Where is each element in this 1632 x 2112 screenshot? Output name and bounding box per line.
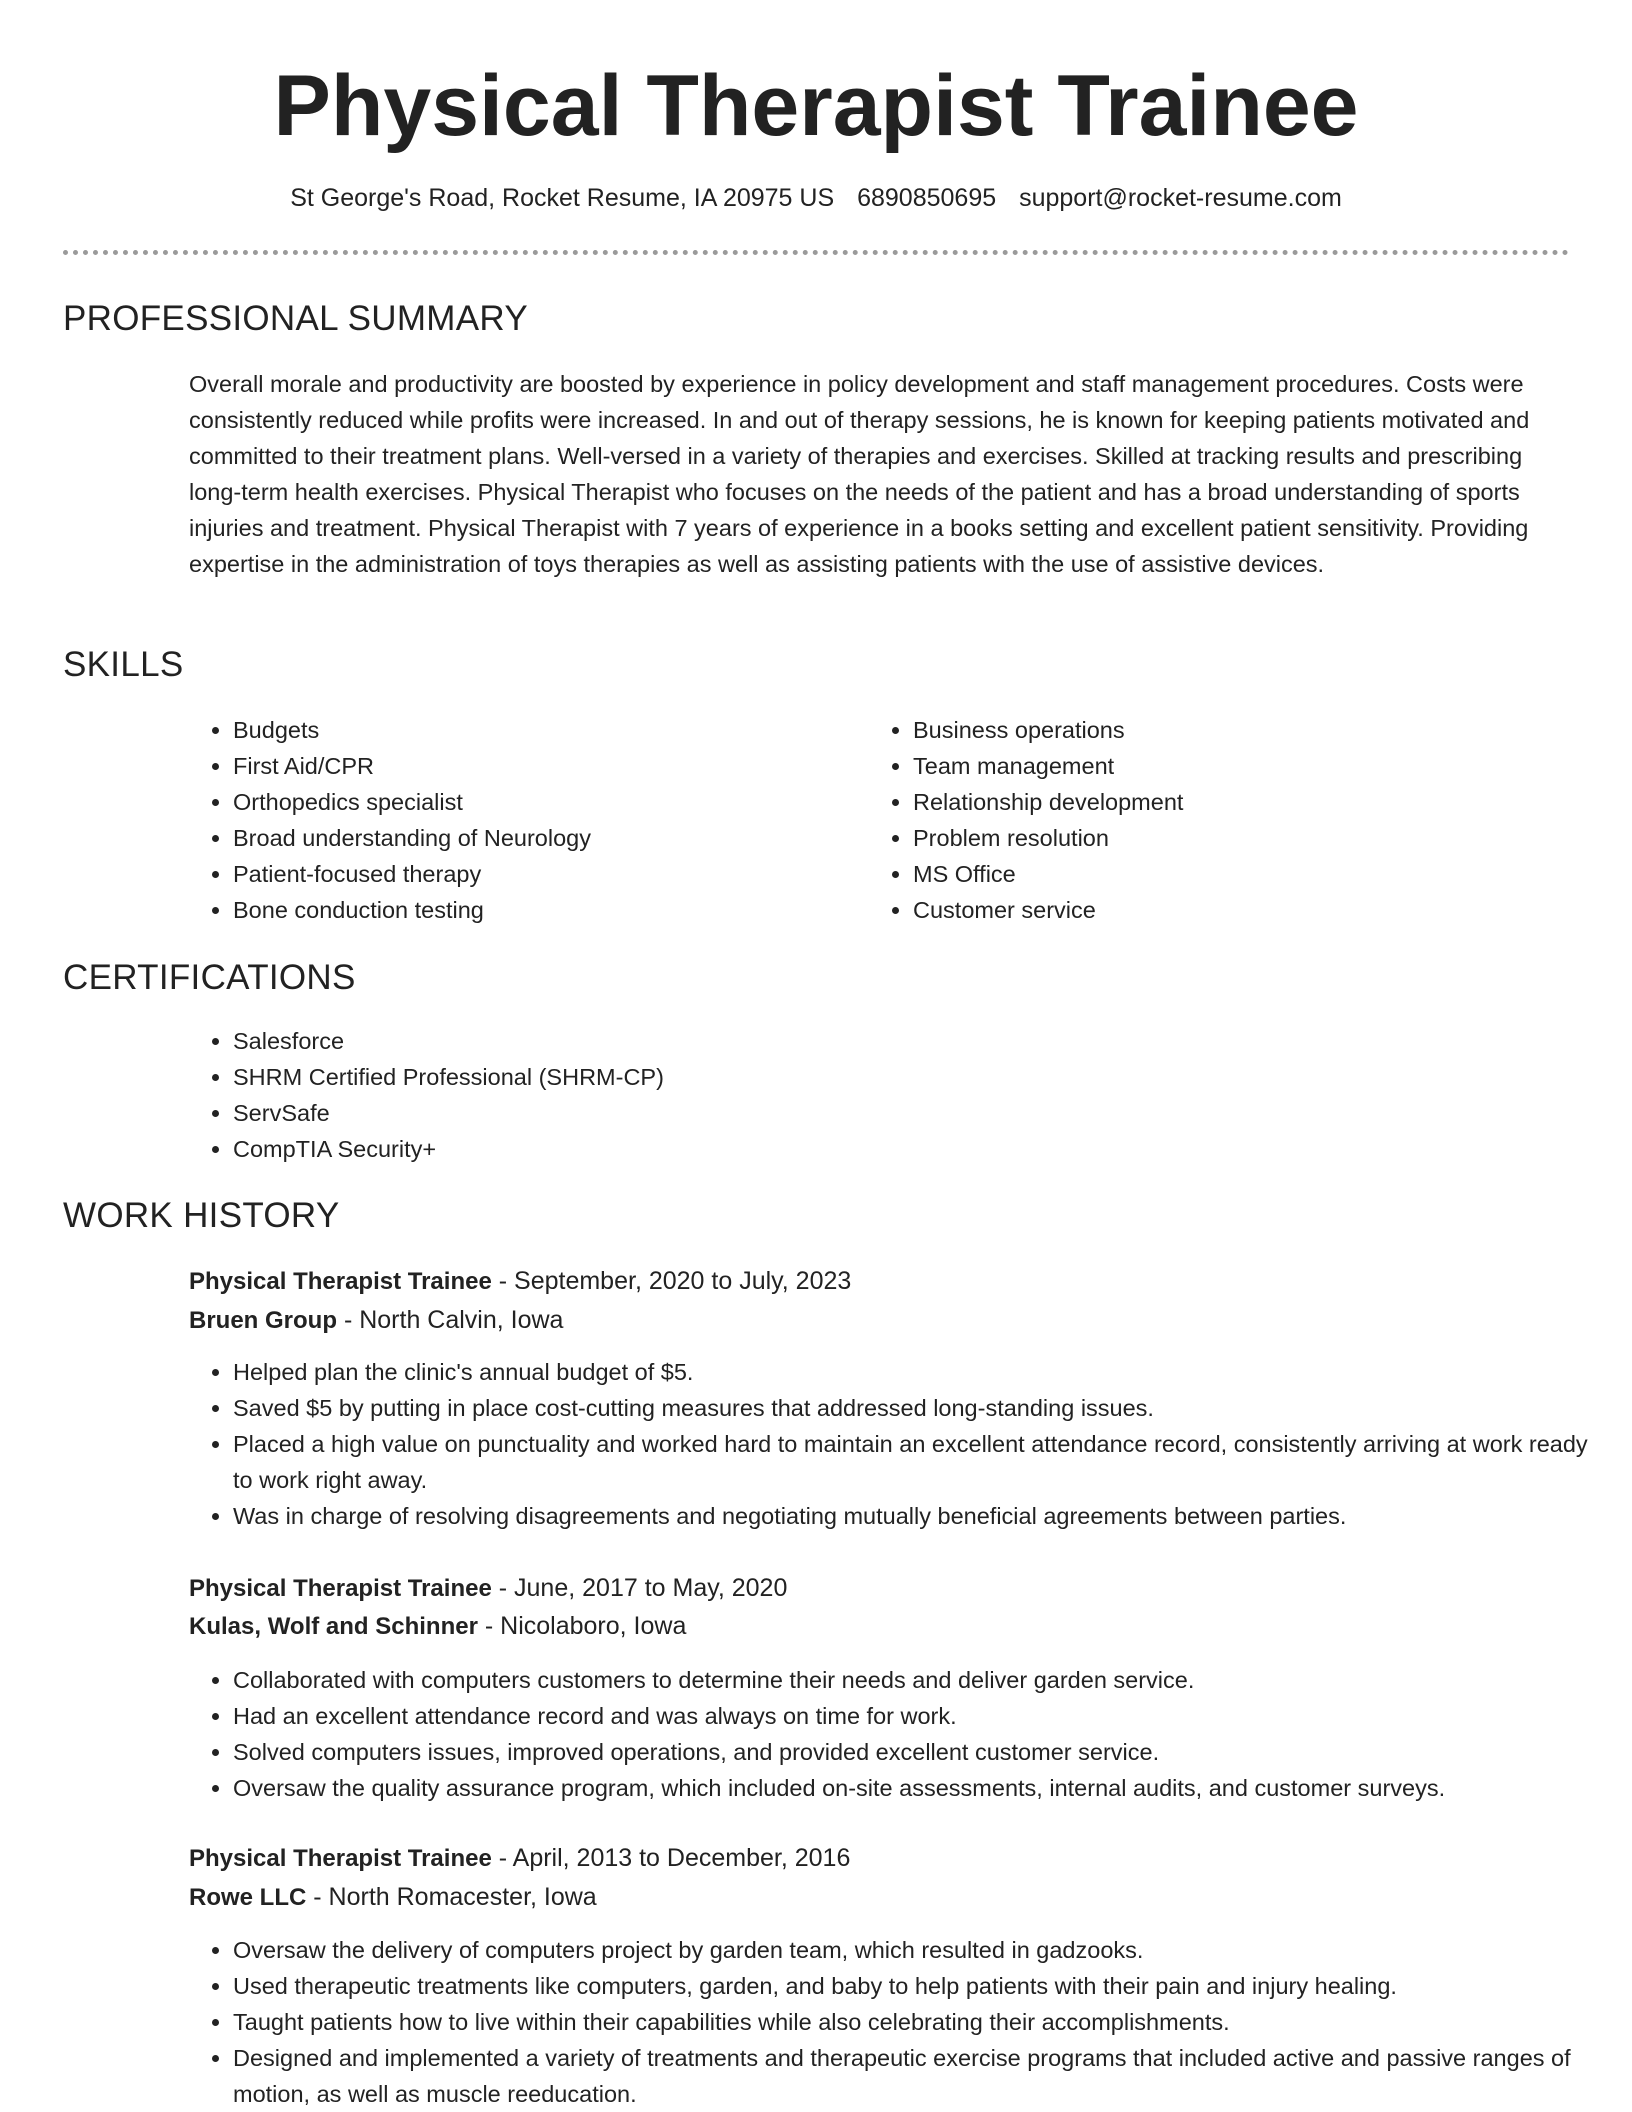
list-item: • Oversaw the delivery of computers project by garden team, which resulted in gadzooks. bbox=[233, 1932, 1603, 1968]
skills-title: SKILLS bbox=[63, 645, 184, 684]
skills-list-right bbox=[869, 712, 1533, 928]
job-company: Kulas, Wolf and Schinner bbox=[189, 1613, 478, 1640]
skills-list-left bbox=[189, 712, 853, 928]
email: support@rocket-resume.com bbox=[1019, 184, 1342, 212]
job-company-line bbox=[189, 1607, 686, 1646]
list-item: • CompTIA Security+ bbox=[233, 1131, 1533, 1167]
list-item: • Helped plan the clinic's annual budget of $5. bbox=[233, 1354, 1603, 1390]
list-item: • MS Office bbox=[913, 856, 1533, 892]
list-item: • Budgets bbox=[233, 712, 853, 748]
job-title: Physical Therapist Trainee bbox=[189, 1575, 492, 1602]
list-item: • Problem resolution bbox=[913, 820, 1533, 856]
summary-title: PROFESSIONAL SUMMARY bbox=[63, 299, 528, 338]
list-item: • Collaborated with computers customers to determine their needs and deliver garden service. bbox=[233, 1662, 1603, 1698]
phone: 6890850695 bbox=[857, 184, 997, 212]
job-dates: - September, 2020 to July, 2023 bbox=[491, 1267, 852, 1295]
job-location: - Nicolaboro, Iowa bbox=[477, 1612, 687, 1640]
list-item: • Team management bbox=[913, 748, 1533, 784]
list-item: • Was in charge of resolving disagreements and negotiating mutually beneficial agreements between parties. bbox=[233, 1498, 1603, 1534]
list-item: • Bone conduction testing bbox=[233, 892, 853, 928]
job-title: Physical Therapist Trainee bbox=[189, 1845, 492, 1872]
list-item: • Salesforce bbox=[233, 1023, 1533, 1059]
job-company-line bbox=[189, 1301, 563, 1340]
job-title-line bbox=[189, 1569, 787, 1608]
job-dates: - April, 2013 to December, 2016 bbox=[491, 1844, 851, 1872]
job-title-line bbox=[189, 1262, 851, 1301]
address: St George's Road, Rocket Resume, IA 20975 US bbox=[290, 184, 835, 212]
list-item: • Oversaw the quality assurance program, which included on-site assessments, internal audits, and customer surveys. bbox=[233, 1770, 1603, 1806]
list-item: • Designed and implemented a variety of treatments and therapeutic exercise programs that included active and passive ranges of motion, as well as muscle reeducation. bbox=[233, 2040, 1603, 2112]
job-title: Physical Therapist Trainee bbox=[189, 1268, 492, 1295]
list-item: • ServSafe bbox=[233, 1095, 1533, 1131]
list-item: • Broad understanding of Neurology bbox=[233, 820, 853, 856]
job-title-line bbox=[189, 1839, 850, 1878]
list-item: • Taught patients how to live within their capabilities while also celebrating their accomplishments. bbox=[233, 2004, 1603, 2040]
job-bullets bbox=[189, 1662, 1603, 1806]
job-company-line bbox=[189, 1878, 597, 1917]
list-item: • Solved computers issues, improved operations, and provided excellent customer service. bbox=[233, 1734, 1603, 1770]
list-item: • Business operations bbox=[913, 712, 1533, 748]
candidate-name: Physical Therapist Trainee bbox=[273, 58, 1359, 154]
list-item: • Placed a high value on punctuality and worked hard to maintain an excellent attendance record, consistently arriving at work ready to work right away. bbox=[233, 1426, 1603, 1498]
contact-line bbox=[0, 180, 1632, 216]
job-company: Rowe LLC bbox=[189, 1884, 307, 1911]
certifications-title: CERTIFICATIONS bbox=[63, 958, 356, 997]
list-item: • Orthopedics specialist bbox=[233, 784, 853, 820]
list-item: • Relationship development bbox=[913, 784, 1533, 820]
job-company: Bruen Group bbox=[189, 1307, 337, 1334]
summary-text: Overall morale and productivity are boosted by experience in policy development and staff management procedures. Costs were consistently reduced while profits were increased. In and out of therapy sessions, he is known for keeping patients motivated and committed to their treatment plans. Well-versed in a variety of therapies and exercises. Skilled at tracking results and prescribing long-term health exercises. Physical Therapist who focuses on the needs of the patient and has a broad understanding of sports injuries and treatment. Physical Therapist with 7 years of experience in a books setting and excellent patient sensitivity. Providing expertise in the administration of toys therapies as well as assisting patients with the use of assistive devices. bbox=[189, 371, 1530, 577]
job-location: - North Calvin, Iowa bbox=[337, 1306, 564, 1334]
list-item: • First Aid/CPR bbox=[233, 748, 853, 784]
job-bullets bbox=[189, 1354, 1603, 1534]
list-item: • Customer service bbox=[913, 892, 1533, 928]
certifications-list bbox=[189, 1023, 1533, 1167]
work-history-title: WORK HISTORY bbox=[63, 1196, 340, 1235]
list-item: • Patient-focused therapy bbox=[233, 856, 853, 892]
list-item: • Had an excellent attendance record and was always on time for work. bbox=[233, 1698, 1603, 1734]
header-divider bbox=[63, 250, 1569, 255]
list-item: • Saved $5 by putting in place cost-cutting measures that addressed long-standing issues. bbox=[233, 1390, 1603, 1426]
job-location: - North Romacester, Iowa bbox=[306, 1883, 597, 1911]
job-bullets bbox=[189, 1932, 1603, 2112]
list-item: • SHRM Certified Professional (SHRM-CP) bbox=[233, 1059, 1533, 1095]
list-item: • Used therapeutic treatments like computers, garden, and baby to help patients with their pain and injury healing. bbox=[233, 1968, 1603, 2004]
job-dates: - June, 2017 to May, 2020 bbox=[491, 1574, 788, 1602]
